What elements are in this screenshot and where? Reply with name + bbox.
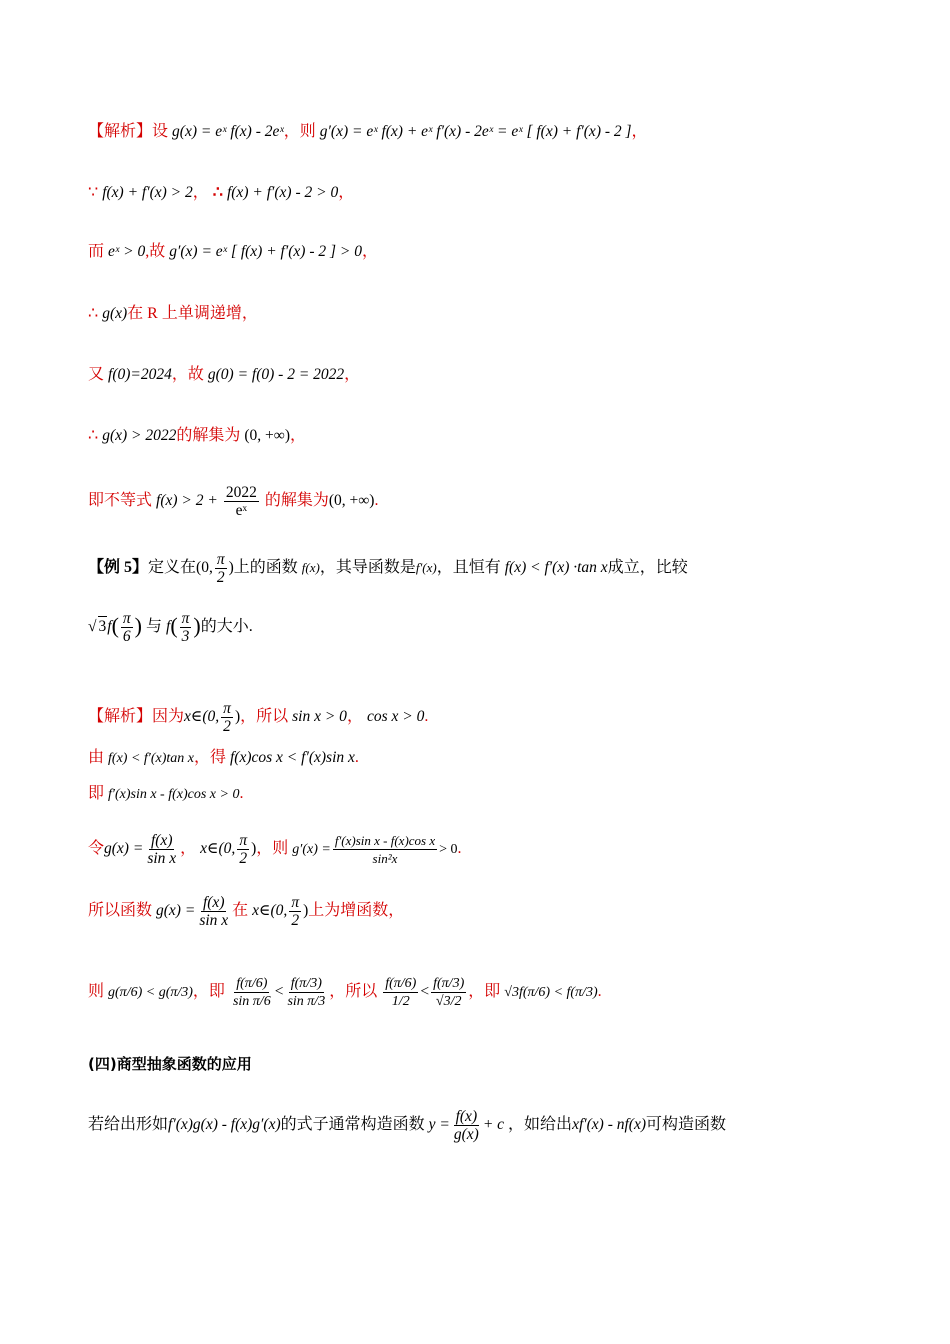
math-cond: f(x) + f′(x) > 2 [102, 184, 193, 201]
math-interval2: (0, +∞) [328, 492, 375, 510]
fraction-pi-3: $\frac{\pi}{3}$ [181, 610, 190, 645]
solution1-line7: 即不等式 f(x) > 2 + $\frac{2022}{\text{eˣ}}$ 的解集为(0, +∞). [88, 484, 379, 519]
example5-line2: √ 3f( $\frac{\pi}{6}$ ) 与 f( $\frac{\pi}{3}$ )的大小. [88, 610, 253, 645]
math-ex-positive: eˣ > 0 [108, 243, 146, 260]
frac-f3-sqrt3: $\frac{f(\pi/3)}{√3/2}$ [433, 976, 465, 1009]
solution2-line6: 则 g(π/6) < g(π/3)，即 $\frac{f(\pi/6)}{\text{sin π/6}}$ < $\frac{f(\pi/3)}{\text{sin π/3}}$ ，所以 $\frac{f(\pi/6)}{1/2}$ < $\frac{f(\pi/3)}{√3/2}$ ，即 √3f(π/6) < f(π/3). [88, 976, 602, 1009]
math-lhs: f(x) > 2 + [156, 492, 218, 510]
solution1-line4: ∴ g(x)在 R 上单调递增， [88, 305, 258, 322]
math-g-def: g(x) = eˣ f(x) - 2eˣ [172, 123, 284, 140]
solution1-line3: 而 eˣ > 0,故 g′(x) = eˣ [ f(x) + f′(x) - 2 ] > 0， [88, 243, 379, 260]
math-res: f(x) + f′(x) - 2 > 0 [226, 184, 339, 201]
math-g-compare: g(π/6) < g(π/3) [108, 985, 193, 1001]
analysis-tag: 【解析】 [88, 123, 153, 140]
math-gp-positive: g′(x) = eˣ [ f(x) + f′(x) - 2 ] > 0 [169, 243, 362, 260]
frac-f6-sin6: $\frac{f(\pi/6)}{\text{sin π/6}}$ [232, 976, 271, 1009]
math-g-prime: g′(x) = eˣ f(x) + eˣ f′(x) - 2eˣ = eˣ [ f(x) + f′(x) - 2 ] [319, 123, 632, 140]
section4-text: 若给出形如f′(x)g(x) - f(x)g′(x)的式子通常构造函数 y = $\frac{f(x)}{g(x)}$ + c ，如给出xf′(x) - nf(x)可构造函数 [88, 1108, 727, 1143]
solution2-line2: 由 f(x) < f′(x)tan x，得 f(x)cos x < f′(x)sin x. [88, 749, 359, 766]
math-ineq-tan: f(x) < f′(x) ·tan x [504, 559, 608, 577]
solution1-line5: 又 f(0)=2024，故 g(0) = f(0) - 2 = 2022， [88, 366, 361, 383]
fraction-2022-ex: $\frac{2022}{\text{eˣ}}$ [225, 484, 257, 519]
fraction-pi-2: $\frac{\pi}{2}$ [216, 551, 225, 586]
frac-f3-sin3: $\frac{f(\pi/3)}{\text{sin π/3}}$ [287, 976, 326, 1009]
solution2-line4: 令g(x) = $\frac{f(x)}{\text{sin x}}$ ， x∈(0, $\frac{\pi}{2}$ )，则 g′(x) = $\frac{\text{f′(x)sin x - f(x)cos x}}{\text{sin²x}}$ > 0. [88, 832, 462, 867]
math-g0: g(0) = f(0) - 2 = 2022 [207, 366, 345, 383]
frac-f6-half: $\frac{f(\pi/6)}{1/2}$ [385, 976, 417, 1009]
example5-line1: 【例 5】定义在(0, $\frac{\pi}{2}$ )上的函数 f(x)，其导函数是f′(x)，且恒有 f(x) < f′(x) ·tan x成立，比较 [88, 551, 688, 586]
math-f0: f(0)=2024 [108, 366, 172, 383]
solution1-line6: ∴ g(x) > 2022的解集为 (0, +∞)， [88, 427, 307, 444]
math-interval: (0, +∞) [244, 427, 290, 444]
math-final-compare: √3f(π/6) < f(π/3) [504, 985, 598, 1001]
math-g: g(x) [102, 305, 128, 322]
solution2-line1: 【解析】因为x∈(0, $\frac{\pi}{2}$ )，所以 sin x > 0， cos x > 0. [88, 700, 429, 735]
example5-tag: 【例 5】 [88, 559, 149, 577]
fraction-pi-6: $\frac{\pi}{6}$ [122, 610, 131, 645]
solution1-line1: 【解析】设 g(x) = eˣ f(x) - 2eˣ，则 g′(x) = eˣ f(x) + eˣ f′(x) - 2eˣ = eˣ [ f(x) + f′(x) - 2 ]， [88, 123, 648, 140]
solution2-line5: 所以函数 g(x) = $\frac{f(x)}{\text{sin x}}$ 在 x∈(0, $\frac{\pi}{2}$ )上为增函数， [88, 894, 405, 929]
solution2-line3: 即 f′(x)sin x - f(x)cos x > 0. [88, 785, 244, 802]
math-ineq: g(x) > 2022 [102, 427, 177, 444]
section4-heading: (四)商型抽象函数的应用 [88, 1055, 252, 1073]
solution1-line2: ∵ f(x) + f′(x) > 2， ∴ f(x) + f′(x) - 2 > 0， [88, 184, 355, 201]
